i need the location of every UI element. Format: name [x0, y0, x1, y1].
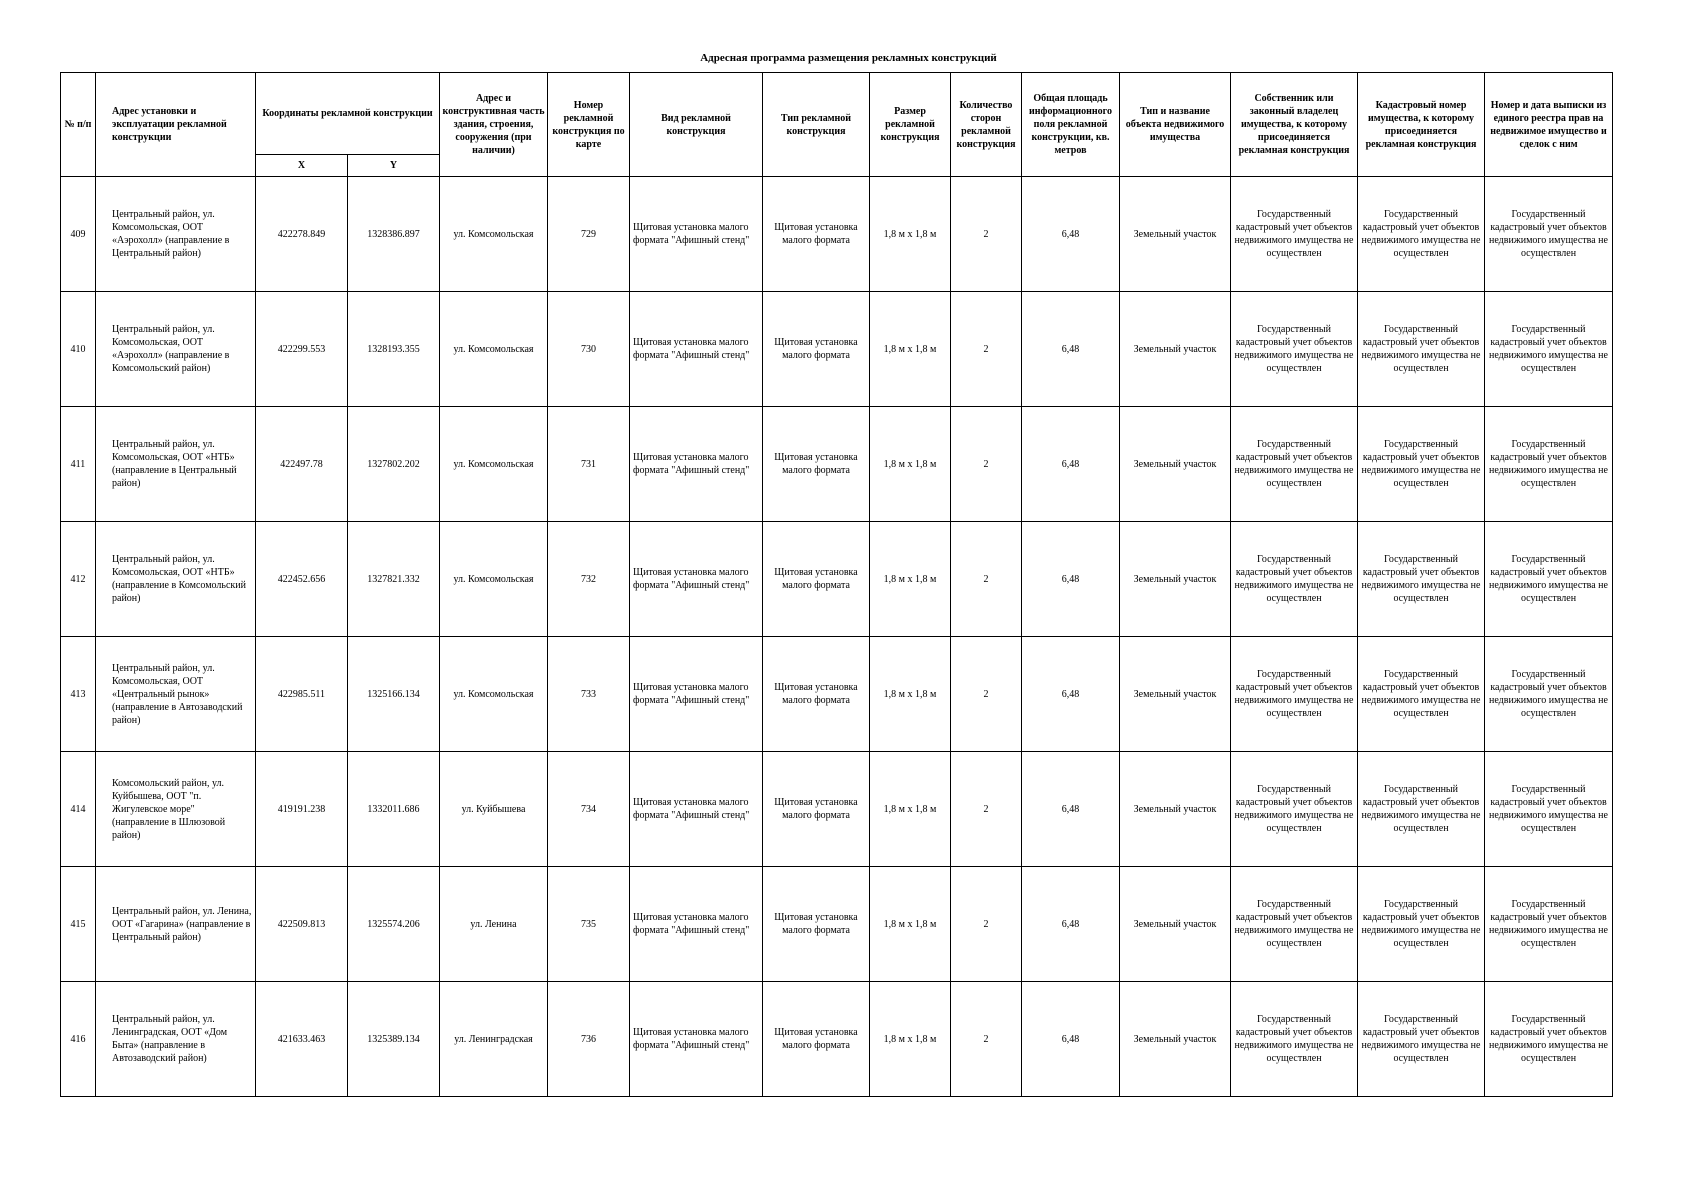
document-title: Адресная программа размещения рекламных конструкций: [700, 52, 997, 64]
header-building: Адрес и конструктивная часть здания, строения, сооружения (при наличии): [440, 73, 548, 177]
cell-kind: Щитовая установка малого формата "Афишный стенд": [630, 982, 763, 1097]
cell-y: 1327802.202: [348, 407, 440, 522]
cell-cadastral: Государственный кадастровый учет объектов недвижимого имущества не осуществлен: [1358, 522, 1485, 637]
cell-area: 6,48: [1022, 177, 1120, 292]
table-row: [61, 867, 1613, 982]
cell-owner: Государственный кадастровый учет объектов недвижимого имущества не осуществлен: [1231, 982, 1358, 1097]
header-kind: Вид рекламной конструкция: [630, 73, 763, 177]
cell-num: 413: [61, 637, 96, 752]
cell-map-number: 735: [548, 867, 630, 982]
header-owner: Собственник или законный владелец имущества, к которому присоединяется рекламная конструкция: [1231, 73, 1358, 177]
header-num: № п/п: [61, 73, 96, 177]
cell-registry: Государственный кадастровый учет объектов недвижимого имущества не осуществлен: [1485, 522, 1613, 637]
cell-map-number: 729: [548, 177, 630, 292]
table-body: [61, 177, 1613, 1097]
cell-sides: 2: [951, 752, 1022, 867]
table-row: [61, 177, 1613, 292]
header-y: Y: [348, 155, 440, 177]
cell-x: 419191.238: [256, 752, 348, 867]
cell-address: Центральный район, ул. Комсомольская, ООТ «Аэрохолл» (направление в Комсомольский район): [96, 292, 256, 407]
cell-type: Щитовая установка малого формата: [763, 637, 870, 752]
cell-property: Земельный участок: [1120, 982, 1231, 1097]
header-size: Размер рекламной конструкция: [870, 73, 951, 177]
cell-kind: Щитовая установка малого формата "Афишный стенд": [630, 752, 763, 867]
cell-sides: 2: [951, 637, 1022, 752]
cell-property: Земельный участок: [1120, 637, 1231, 752]
cell-address: Центральный район, ул. Комсомольская, ООТ «Аэрохолл» (направление в Центральный район): [96, 177, 256, 292]
cell-size: 1,8 м х 1,8 м: [870, 292, 951, 407]
cell-x: 422278.849: [256, 177, 348, 292]
cell-num: 410: [61, 292, 96, 407]
header-map-number: Номер рекламной конструкция по карте: [548, 73, 630, 177]
cell-registry: Государственный кадастровый учет объектов недвижимого имущества не осуществлен: [1485, 867, 1613, 982]
advertising-program-table: [60, 72, 1613, 1097]
cell-cadastral: Государственный кадастровый учет объектов недвижимого имущества не осуществлен: [1358, 752, 1485, 867]
cell-map-number: 731: [548, 407, 630, 522]
header-area: Общая площадь информационного поля рекламной конструкции, кв. метров: [1022, 73, 1120, 177]
cell-owner: Государственный кадастровый учет объектов недвижимого имущества не осуществлен: [1231, 407, 1358, 522]
cell-area: 6,48: [1022, 982, 1120, 1097]
cell-kind: Щитовая установка малого формата "Афишный стенд": [630, 522, 763, 637]
cell-size: 1,8 м х 1,8 м: [870, 177, 951, 292]
table-row: [61, 637, 1613, 752]
cell-building: ул. Комсомольская: [440, 177, 548, 292]
cell-y: 1325166.134: [348, 637, 440, 752]
cell-building: ул. Комсомольская: [440, 292, 548, 407]
cell-cadastral: Государственный кадастровый учет объектов недвижимого имущества не осуществлен: [1358, 292, 1485, 407]
cell-kind: Щитовая установка малого формата "Афишный стенд": [630, 637, 763, 752]
cell-building: ул. Ленинградская: [440, 982, 548, 1097]
cell-area: 6,48: [1022, 407, 1120, 522]
cell-y: 1328193.355: [348, 292, 440, 407]
cell-registry: Государственный кадастровый учет объектов недвижимого имущества не осуществлен: [1485, 752, 1613, 867]
cell-sides: 2: [951, 177, 1022, 292]
cell-size: 1,8 м х 1,8 м: [870, 637, 951, 752]
cell-owner: Государственный кадастровый учет объектов недвижимого имущества не осуществлен: [1231, 522, 1358, 637]
cell-sides: 2: [951, 522, 1022, 637]
header-address: Адрес установки и эксплуатации рекламной конструкции: [96, 73, 256, 177]
cell-area: 6,48: [1022, 637, 1120, 752]
header-x: X: [256, 155, 348, 177]
cell-sides: 2: [951, 867, 1022, 982]
cell-num: 416: [61, 982, 96, 1097]
table-row: [61, 522, 1613, 637]
cell-y: 1325389.134: [348, 982, 440, 1097]
cell-num: 409: [61, 177, 96, 292]
cell-cadastral: Государственный кадастровый учет объектов недвижимого имущества не осуществлен: [1358, 982, 1485, 1097]
cell-area: 6,48: [1022, 752, 1120, 867]
cell-kind: Щитовая установка малого формата "Афишный стенд": [630, 867, 763, 982]
cell-num: 414: [61, 752, 96, 867]
cell-owner: Государственный кадастровый учет объектов недвижимого имущества не осуществлен: [1231, 637, 1358, 752]
cell-registry: Государственный кадастровый учет объектов недвижимого имущества не осуществлен: [1485, 292, 1613, 407]
cell-kind: Щитовая установка малого формата "Афишный стенд": [630, 292, 763, 407]
cell-x: 422452.656: [256, 522, 348, 637]
cell-registry: Государственный кадастровый учет объектов недвижимого имущества не осуществлен: [1485, 177, 1613, 292]
cell-y: 1332011.686: [348, 752, 440, 867]
cell-type: Щитовая установка малого формата: [763, 982, 870, 1097]
table-row: [61, 982, 1613, 1097]
cell-type: Щитовая установка малого формата: [763, 407, 870, 522]
cell-x: 421633.463: [256, 982, 348, 1097]
cell-type: Щитовая установка малого формата: [763, 752, 870, 867]
cell-x: 422497.78: [256, 407, 348, 522]
cell-num: 415: [61, 867, 96, 982]
cell-property: Земельный участок: [1120, 407, 1231, 522]
cell-property: Земельный участок: [1120, 867, 1231, 982]
cell-size: 1,8 м х 1,8 м: [870, 407, 951, 522]
cell-y: 1325574.206: [348, 867, 440, 982]
cell-owner: Государственный кадастровый учет объектов недвижимого имущества не осуществлен: [1231, 292, 1358, 407]
table-row: [61, 292, 1613, 407]
cell-address: Центральный район, ул. Ленинградская, ООТ «Дом Быта» (направление в Автозаводский район): [96, 982, 256, 1097]
cell-type: Щитовая установка малого формата: [763, 177, 870, 292]
cell-building: ул. Комсомольская: [440, 637, 548, 752]
cell-map-number: 733: [548, 637, 630, 752]
cell-owner: Государственный кадастровый учет объектов недвижимого имущества не осуществлен: [1231, 867, 1358, 982]
cell-type: Щитовая установка малого формата: [763, 522, 870, 637]
cell-registry: Государственный кадастровый учет объектов недвижимого имущества не осуществлен: [1485, 982, 1613, 1097]
cell-area: 6,48: [1022, 292, 1120, 407]
cell-x: 422985.511: [256, 637, 348, 752]
header-coords: Координаты рекламной конструкции: [256, 73, 440, 155]
header-sides: Количество сторон рекламной конструкция: [951, 73, 1022, 177]
cell-address: Комсомольский район, ул. Куйбышева, ООТ "п. Жигулевское море" (направление в Шлюзовой район): [96, 752, 256, 867]
cell-cadastral: Государственный кадастровый учет объектов недвижимого имущества не осуществлен: [1358, 637, 1485, 752]
cell-owner: Государственный кадастровый учет объектов недвижимого имущества не осуществлен: [1231, 177, 1358, 292]
cell-size: 1,8 м х 1,8 м: [870, 867, 951, 982]
cell-sides: 2: [951, 292, 1022, 407]
cell-area: 6,48: [1022, 522, 1120, 637]
cell-map-number: 732: [548, 522, 630, 637]
cell-num: 411: [61, 407, 96, 522]
cell-property: Земельный участок: [1120, 292, 1231, 407]
cell-x: 422509.813: [256, 867, 348, 982]
cell-building: ул. Комсомольская: [440, 407, 548, 522]
cell-registry: Государственный кадастровый учет объектов недвижимого имущества не осуществлен: [1485, 407, 1613, 522]
header-registry: Номер и дата выписки из единого реестра прав на недвижимое имущество и сделок с ним: [1485, 73, 1613, 177]
table-row: [61, 407, 1613, 522]
cell-owner: Государственный кадастровый учет объектов недвижимого имущества не осуществлен: [1231, 752, 1358, 867]
cell-property: Земельный участок: [1120, 752, 1231, 867]
cell-size: 1,8 м х 1,8 м: [870, 982, 951, 1097]
cell-sides: 2: [951, 407, 1022, 522]
cell-kind: Щитовая установка малого формата "Афишный стенд": [630, 407, 763, 522]
cell-property: Земельный участок: [1120, 522, 1231, 637]
cell-map-number: 736: [548, 982, 630, 1097]
header-property: Тип и название объекта недвижимого имущества: [1120, 73, 1231, 177]
cell-address: Центральный район, ул. Комсомольская, ООТ «Центральный рынок» (направление в Автозаводский район): [96, 637, 256, 752]
cell-building: ул. Куйбышева: [440, 752, 548, 867]
cell-x: 422299.553: [256, 292, 348, 407]
cell-building: ул. Ленина: [440, 867, 548, 982]
cell-kind: Щитовая установка малого формата "Афишный стенд": [630, 177, 763, 292]
cell-size: 1,8 м х 1,8 м: [870, 522, 951, 637]
cell-type: Щитовая установка малого формата: [763, 867, 870, 982]
cell-y: 1328386.897: [348, 177, 440, 292]
cell-map-number: 730: [548, 292, 630, 407]
cell-cadastral: Государственный кадастровый учет объектов недвижимого имущества не осуществлен: [1358, 867, 1485, 982]
cell-num: 412: [61, 522, 96, 637]
cell-registry: Государственный кадастровый учет объектов недвижимого имущества не осуществлен: [1485, 637, 1613, 752]
cell-building: ул. Комсомольская: [440, 522, 548, 637]
table-header-row: [61, 73, 1613, 155]
cell-cadastral: Государственный кадастровый учет объектов недвижимого имущества не осуществлен: [1358, 407, 1485, 522]
cell-area: 6,48: [1022, 867, 1120, 982]
table-row: [61, 752, 1613, 867]
cell-property: Земельный участок: [1120, 177, 1231, 292]
cell-cadastral: Государственный кадастровый учет объектов недвижимого имущества не осуществлен: [1358, 177, 1485, 292]
cell-size: 1,8 м х 1,8 м: [870, 752, 951, 867]
cell-address: Центральный район, ул. Ленина, ООТ «Гагарина» (направление в Центральный район): [96, 867, 256, 982]
cell-address: Центральный район, ул. Комсомольская, ООТ «НТБ» (направление в Комсомольский район): [96, 522, 256, 637]
cell-y: 1327821.332: [348, 522, 440, 637]
header-cadastral: Кадастровый номер имущества, к которому присоединяется рекламная конструкция: [1358, 73, 1485, 177]
cell-type: Щитовая установка малого формата: [763, 292, 870, 407]
cell-map-number: 734: [548, 752, 630, 867]
cell-address: Центральный район, ул. Комсомольская, ООТ «НТБ» (направление в Центральный район): [96, 407, 256, 522]
header-type: Тип рекламной конструкция: [763, 73, 870, 177]
cell-sides: 2: [951, 982, 1022, 1097]
